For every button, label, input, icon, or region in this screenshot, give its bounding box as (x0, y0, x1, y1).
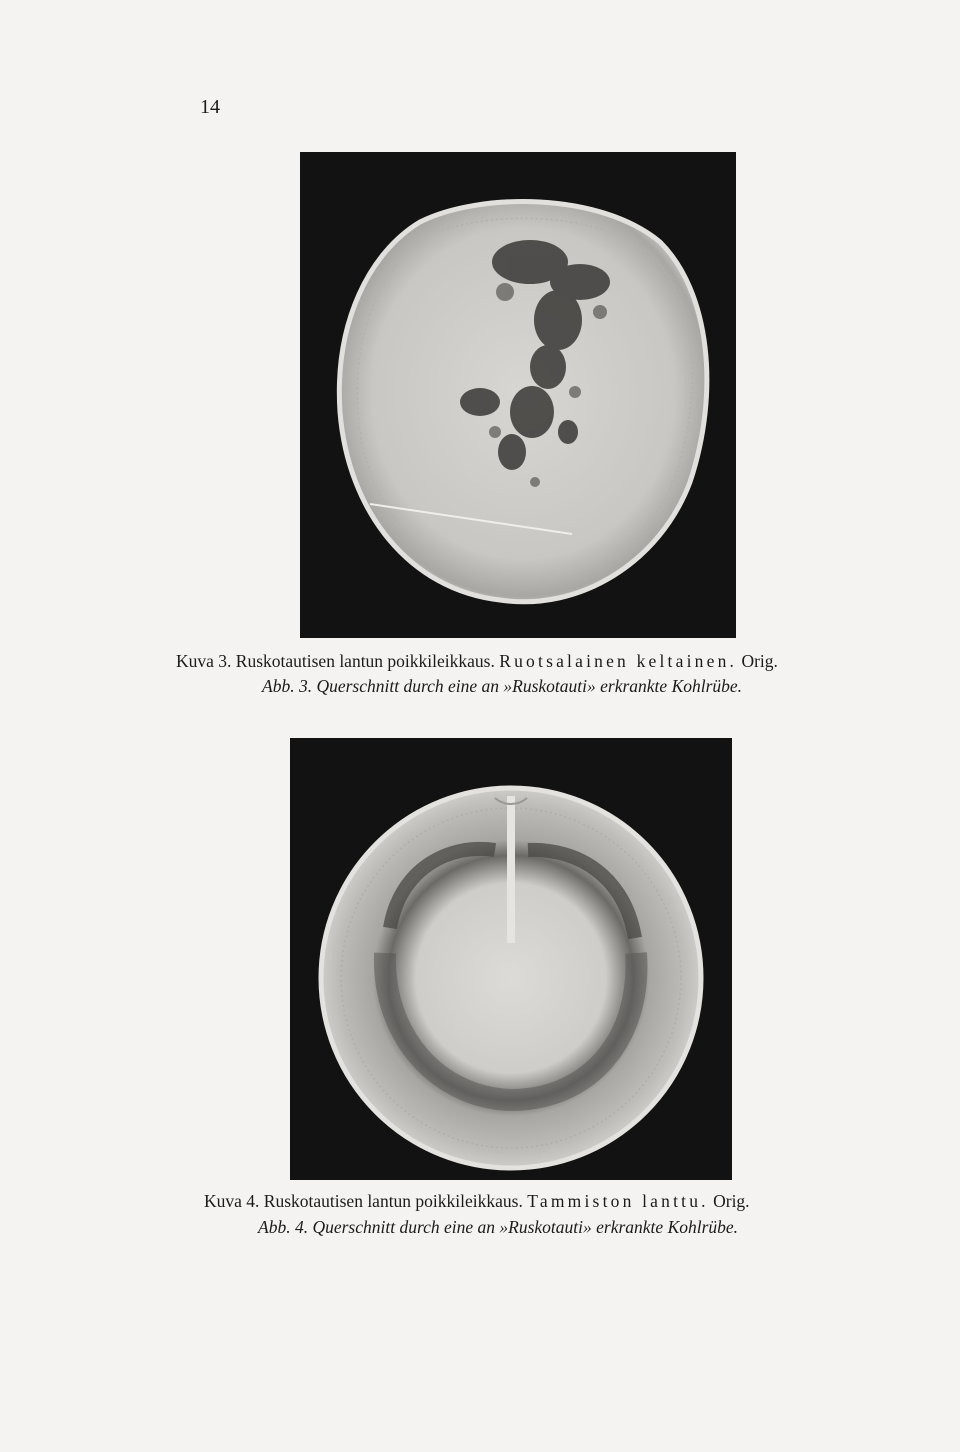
figure-4-label: Kuva 4. (204, 1191, 260, 1211)
figure-4-variety: Tammiston lanttu. (527, 1191, 709, 1211)
figure-3-photo (300, 152, 736, 638)
figure-3-caption (176, 653, 778, 671)
figure-4-photo (290, 738, 732, 1180)
figure-3-label-german: Abb. 3. (262, 676, 313, 696)
figure-3-variety: Ruotsalainen keltainen. (499, 651, 738, 671)
page-number: 14 (200, 96, 220, 118)
figure-4-label-german: Abb. 4. (258, 1217, 309, 1237)
figure-3-caption-text: Ruskotautisen lantun poikkileikkaus. (235, 651, 495, 671)
figure-3-source: Orig. (741, 651, 778, 671)
figure-4-caption-german (258, 1219, 738, 1237)
figure-3-caption-german-text: Querschnitt durch eine an »Ruskotauti» erkrankte Kohlrübe. (316, 676, 743, 696)
figure-4-source: Orig. (713, 1191, 750, 1211)
figure-4-caption-german-text: Querschnitt durch eine an »Ruskotauti» erkrankte Kohlrübe. (312, 1217, 739, 1237)
figure-3-caption-german (262, 678, 742, 696)
figure-3-label: Kuva 3. (176, 651, 232, 671)
figure-4-caption (204, 1193, 750, 1211)
figure-4-caption-text: Ruskotautisen lantun poikkileikkaus. (263, 1191, 523, 1211)
